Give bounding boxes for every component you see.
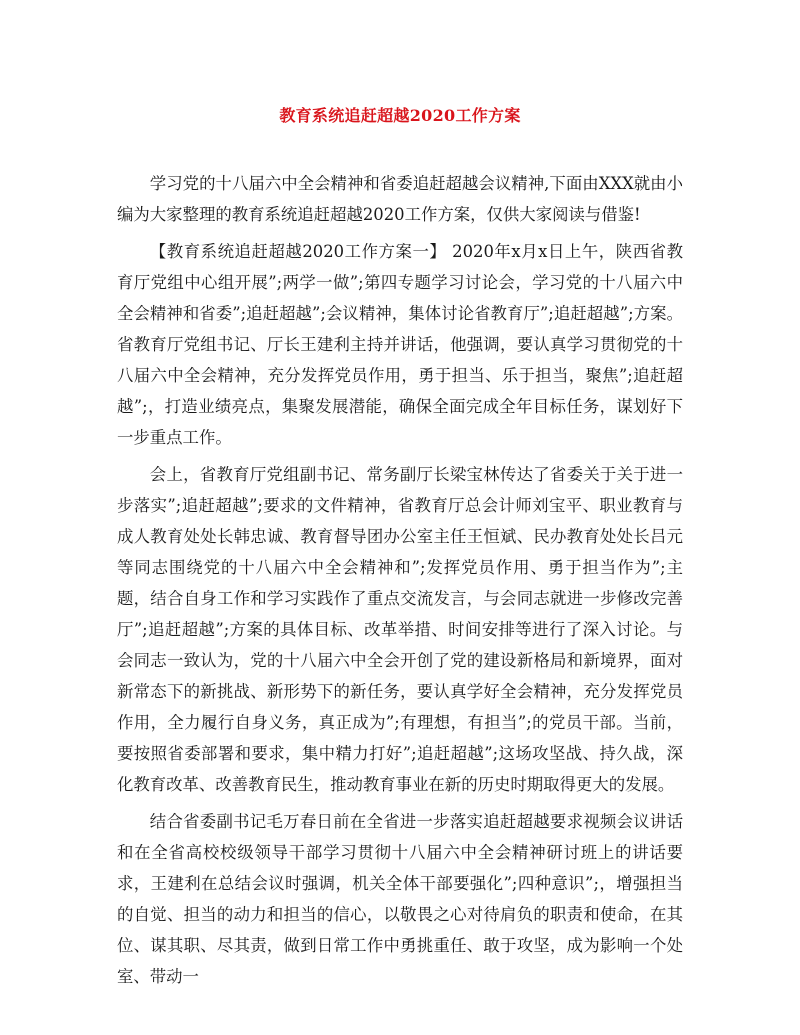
section-heading: 【教育系统追赶超越2020工作方案一】	[149, 242, 447, 261]
summary-paragraph: 结合省委副书记毛万春日前在全省进一步落实追赶超越要求视频会议讲话和在全省高校校级领导干部学习贯彻十八届六中全会精神研讨班上的讲话要求，王建利在总结会议时强调，机关全体干部要强化”;四种意识”;，增强担当的自觉、担当的动力和担当的信心，以敬畏之心对待肩负的职责和使命，在其位、谋其职、尽其责，做到日常工作中勇挑重任、敢于攻坚，成为影响一个处室、带动一	[117, 812, 683, 986]
section-one-paragraph	[117, 236, 683, 453]
document-title: 教育系统追赶超越2020工作方案	[279, 106, 521, 125]
intro-paragraph: 学习党的十八届六中全会精神和省委追赶超越会议精神,下面由XXX就由小编为大家整理的教育系统追赶超越2020工作方案，仅供大家阅读与借鉴!	[117, 174, 683, 224]
section-one-text: 2020年x月x日上午，陕西省教育厅党组中心组开展”;两学一做”;第四专题学习讨论会，学习党的十八届六中全会精神和省委”;追赶超越”;会议精神，集体讨论省教育厅”;追赶超越”;方案。省教育厅党组书记、厅长王建利主持并讲话，他强调，要认真学习贯彻党的十八届六中全会精神，充分发挥党员作用，勇于担当、乐于担当，聚焦”;追赶超越”;，打造业绩亮点，集聚发展潜能，确保全面完成全年目标任务，谋划好下一步重点工作。	[117, 242, 684, 447]
meeting-paragraph: 会上，省教育厅党组副书记、常务副厅长梁宝林传达了省委关于关于进一步落实”;追赶超越”;要求的文件精神，省教育厅总会计师刘宝平、职业教育与成人教育处处长韩忠诚、教育督导团办公室主任王恒斌、民办教育处处长吕元等同志围绕党的十八届六中全会精神和”;发挥党员作用、勇于担当作为”;主题，结合自身工作和学习实践作了重点交流发言，与会同志就进一步修改完善厅”;追赶超越”;方案的具体目标、改革举措、时间安排等进行了深入讨论。与会同志一致认为，党的十八届六中全会开创了党的建设新格局和新境界，面对新常态下的新挑战、新形势下的新任务，要认真学好全会精神，充分发挥党员作用，全力履行自身义务，真正成为”;有理想，有担当”;的党员干部。当前，要按照省委部署和要求，集中精力打好”;追赶超越”;这场攻坚战、持久战，深化教育改革、改善教育民生，推动教育事业在新的历史时期取得更大的发展。	[117, 465, 683, 794]
document-body	[117, 168, 683, 998]
